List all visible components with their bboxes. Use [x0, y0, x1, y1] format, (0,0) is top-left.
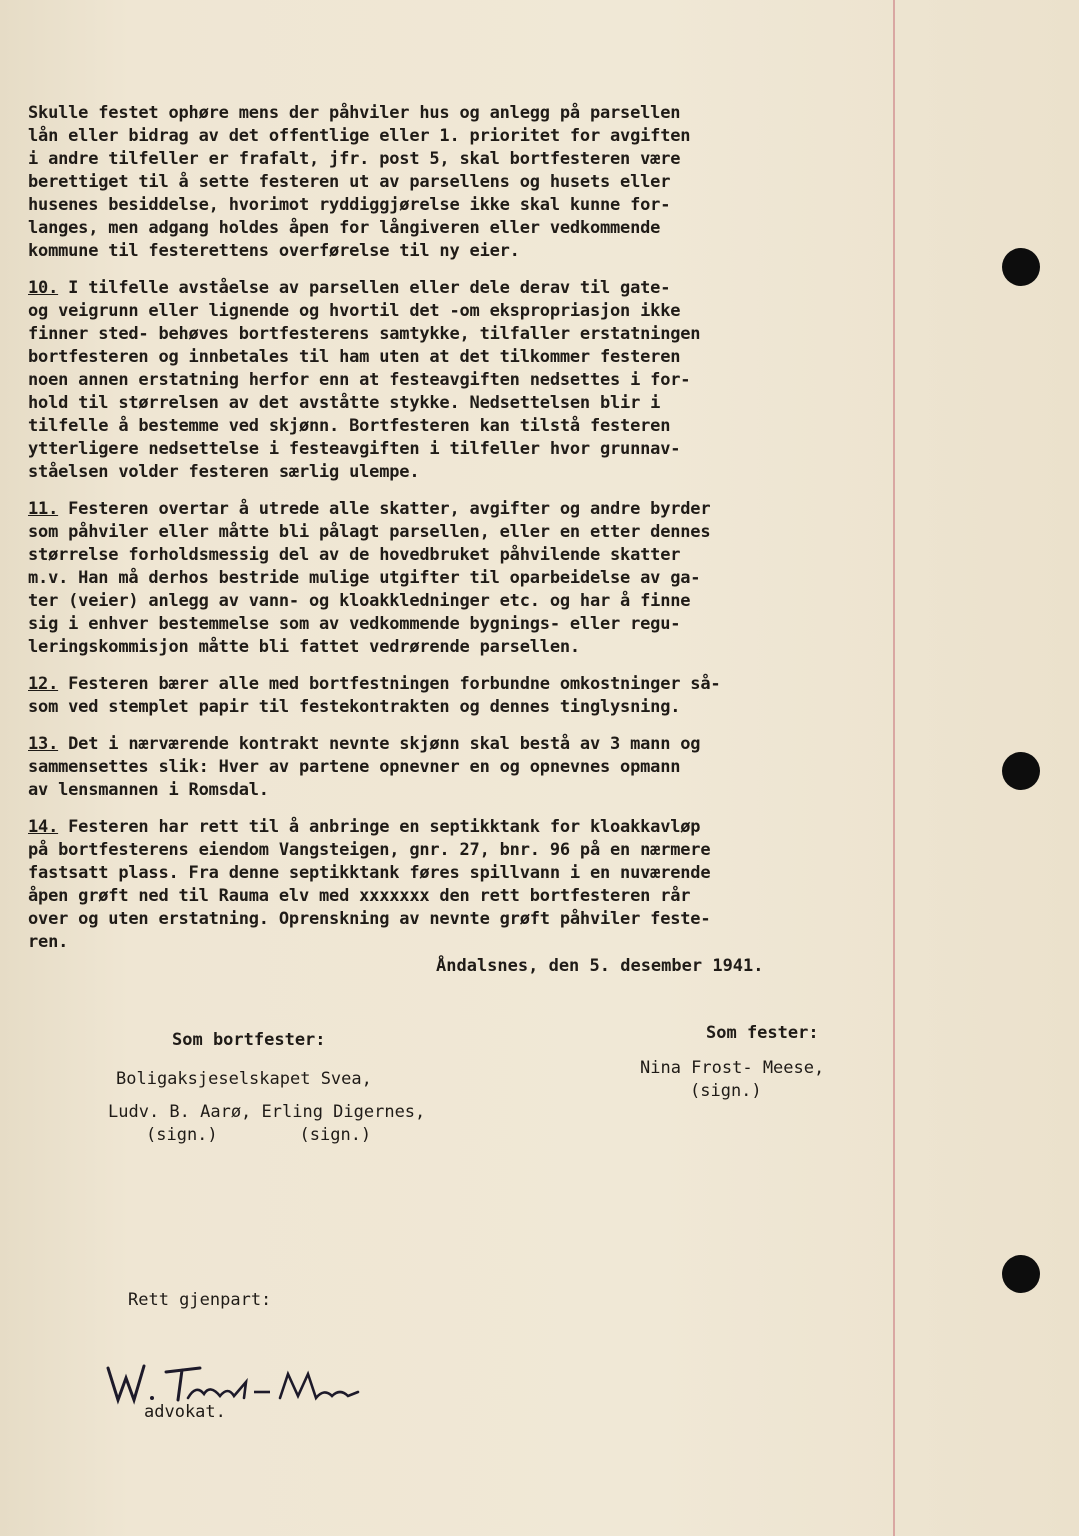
- section-text: ytterligere nedsettelse i festeavgiften i tilfeller hvor grunnav-: [28, 439, 681, 459]
- section-text: som ved stemplet papir til festekontrakten og dennes tinglysning.: [28, 697, 681, 717]
- section-line: [28, 277, 888, 300]
- section-text: Festeren har rett til å anbringe en septikktank for kloakkavløp: [58, 817, 701, 837]
- lessor-heading: Som bortfester:: [172, 1030, 326, 1050]
- handwritten-signature-icon: [104, 1358, 364, 1410]
- section-number: 13.: [28, 734, 59, 754]
- section-text: Det i nærværende kontrakt nevnte skjønn skal bestå av 3 mann og: [58, 734, 701, 754]
- section-line: [28, 369, 888, 392]
- section-text: leringskommisjon måtte bli fattet vedrørende parsellen.: [28, 637, 580, 657]
- copy-label: Rett gjenpart:: [128, 1290, 272, 1310]
- section-line: [28, 862, 888, 885]
- section-text: åpen grøft ned til Rauma elv med xxxxxxx den rett bortfesteren rår: [28, 886, 691, 906]
- intro-line: husenes besiddelse, hvorimot ryddiggjørelse ikke skal kunne for-: [28, 195, 671, 215]
- lessor-signers: Ludv. B. Aarø, Erling Digernes,: [108, 1102, 426, 1122]
- section-line: [28, 498, 888, 521]
- section-text: noen annen erstatning herfor enn at festeavgiften nedsettes i for-: [28, 370, 691, 390]
- punch-hole: [1002, 1255, 1040, 1293]
- section-14: [28, 816, 888, 954]
- section-text: på bortfesterens eiendom Vangsteigen, gnr. 27, bnr. 96 på en nærmere: [28, 840, 711, 860]
- section-text: ren.: [28, 932, 69, 952]
- section-line: [28, 415, 888, 438]
- section-number: 10.: [28, 278, 59, 298]
- section-number: 14.: [28, 817, 59, 837]
- lessee-heading: Som fester:: [706, 1023, 819, 1043]
- section-text: hold til størrelsen av det avståtte stykke. Nedsettelsen blir i: [28, 393, 661, 413]
- section-line: [28, 816, 888, 839]
- section-line: [28, 438, 888, 461]
- section-line: [28, 779, 888, 802]
- section-text: fastsatt plass. Fra denne septikktank føres spillvann i en nuværende: [28, 863, 711, 883]
- intro-line: kommune til festerettens overførelse til ny eier.: [28, 241, 520, 261]
- section-line: [28, 733, 888, 756]
- section-text: sig i enhver bestemmelse som av vedkommende bygnings- eller regu-: [28, 614, 681, 634]
- section-text: bortfesteren og innbetales til ham uten at det tilkommer festeren: [28, 347, 681, 367]
- section-line: [28, 567, 888, 590]
- intro-paragraph: [28, 102, 888, 263]
- section-line: [28, 613, 888, 636]
- margin-rule: [893, 0, 895, 1536]
- intro-line: Skulle festet ophøre mens der påhviler hus og anlegg på parsellen: [28, 103, 681, 123]
- intro-line: lån eller bidrag av det offentlige eller 1. prioritet for avgiften: [28, 126, 691, 146]
- section-text: ståelsen volder festeren særlig ulempe.: [28, 462, 420, 482]
- section-line: [28, 636, 888, 659]
- section-text: Festeren bærer alle med bortfestningen forbundne omkostninger så-: [58, 674, 721, 694]
- section-text: av lensmannen i Romsdal.: [28, 780, 269, 800]
- section-line: [28, 931, 888, 954]
- section-text: finner sted- behøves bortfesterens samtykke, tilfaller erstatningen: [28, 324, 701, 344]
- section-text: ter (veier) anlegg av vann- og kloakkledninger etc. og har å finne: [28, 591, 691, 611]
- section-line: [28, 839, 888, 862]
- section-text: som påhviler eller måtte bli pålagt parsellen, eller en etter dennes: [28, 522, 711, 542]
- section-text: og veigrunn eller lignende og hvortil det -om ekspropriasjon ikke: [28, 301, 681, 321]
- section-line: [28, 908, 888, 931]
- lessor-signed: (sign.) (sign.): [146, 1125, 372, 1145]
- signer-title: advokat.: [144, 1402, 226, 1422]
- section-line: [28, 300, 888, 323]
- intro-line: langes, men adgang holdes åpen for långiveren eller vedkommende: [28, 218, 661, 238]
- section-line: [28, 521, 888, 544]
- section-text: m.v. Han må derhos bestride mulige utgifter til oparbeidelse av ga-: [28, 568, 701, 588]
- place-date: Åndalsnes, den 5. desember 1941.: [436, 956, 764, 976]
- lessee-signed: (sign.): [690, 1081, 762, 1101]
- intro-line: i andre tilfeller er frafalt, jfr. post 5, skal bortfesteren være: [28, 149, 681, 169]
- section-text: tilfelle å bestemme ved skjønn. Bortfesteren kan tilstå festeren: [28, 416, 671, 436]
- section-line: [28, 392, 888, 415]
- section-line: [28, 346, 888, 369]
- section-text: I tilfelle avståelse av parsellen eller dele derav til gate-: [58, 278, 671, 298]
- section-number: 12.: [28, 674, 59, 694]
- section-text: sammensettes slik: Hver av partene opnevner en og opnevnes opmann: [28, 757, 681, 777]
- section-line: [28, 544, 888, 567]
- section-line: [28, 696, 888, 719]
- section-10: [28, 277, 888, 484]
- section-text: over og uten erstatning. Oprenskning av nevnte grøft påhviler feste-: [28, 909, 711, 929]
- section-13: [28, 733, 888, 802]
- section-line: [28, 461, 888, 484]
- section-line: [28, 885, 888, 908]
- punch-hole: [1002, 248, 1040, 286]
- section-text: størrelse forholdsmessig del av de hovedbruket påhvilende skatter: [28, 545, 681, 565]
- section-12: [28, 673, 888, 719]
- section-text: Festeren overtar å utrede alle skatter, avgifter og andre byrder: [58, 499, 711, 519]
- intro-line: berettiget til å sette festeren ut av parsellens og husets eller: [28, 172, 671, 192]
- section-line: [28, 756, 888, 779]
- section-line: [28, 673, 888, 696]
- lessor-company: Boligaksjeselskapet Svea,: [116, 1069, 372, 1089]
- section-line: [28, 323, 888, 346]
- section-number: 11.: [28, 499, 59, 519]
- punch-hole: [1002, 752, 1040, 790]
- section-line: [28, 590, 888, 613]
- section-11: [28, 498, 888, 659]
- contract-body: [28, 102, 888, 968]
- lessee-name: Nina Frost- Meese,: [640, 1058, 825, 1078]
